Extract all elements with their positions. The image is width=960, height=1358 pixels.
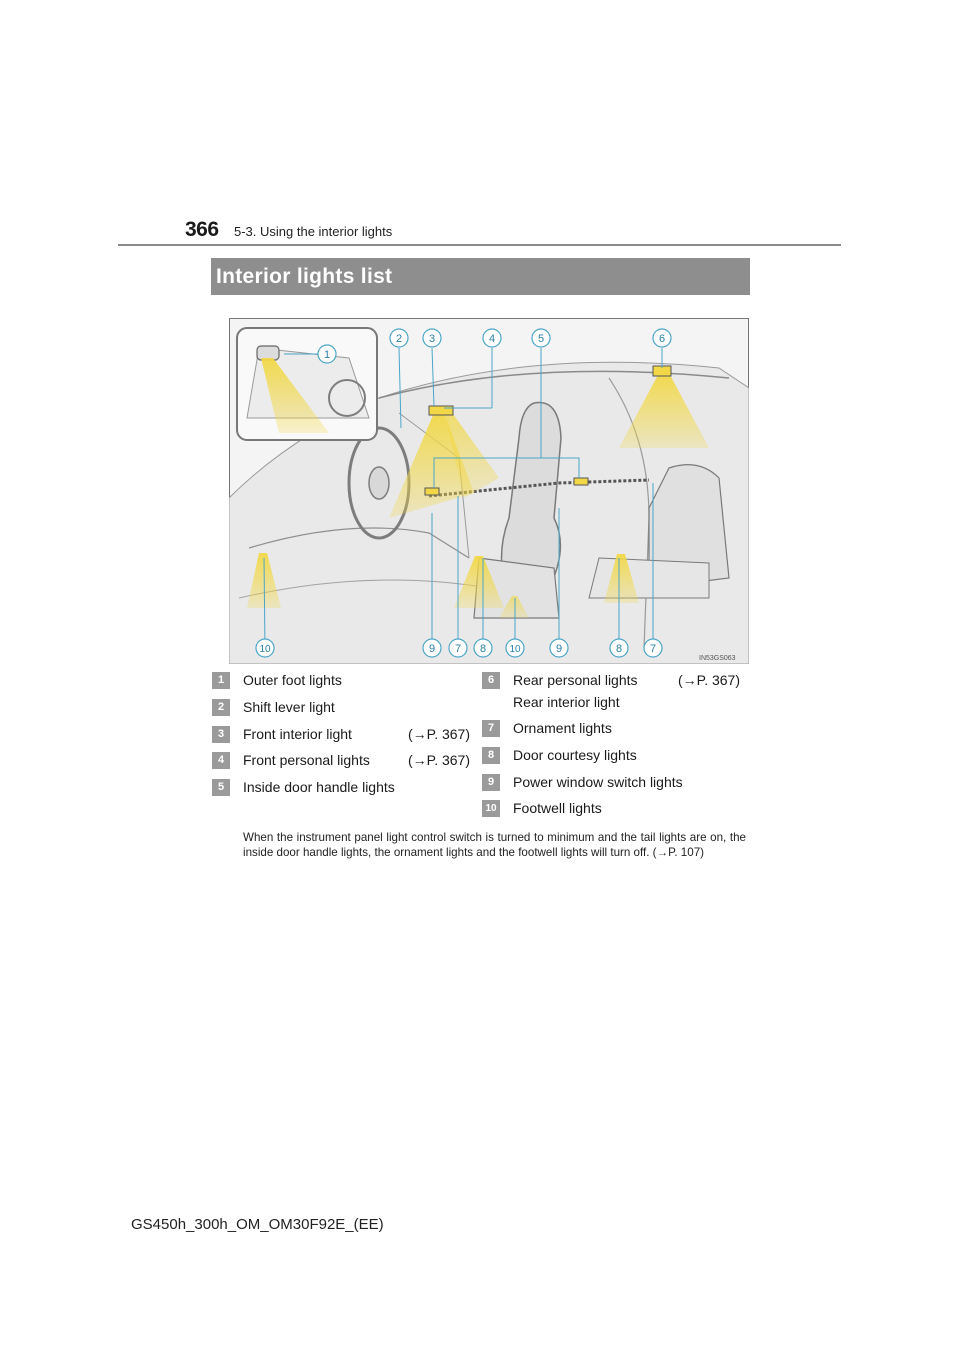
callout-bottom-10a: 10: [259, 644, 271, 655]
interior-lights-figure: [229, 318, 749, 664]
running-head: 5-3. Using the interior lights: [234, 224, 393, 239]
legend-item: [212, 670, 482, 697]
legend-number: 1: [212, 672, 230, 689]
legend-item: [482, 745, 752, 772]
callout-bottom-9a: 9: [428, 643, 436, 655]
callout-1: 1: [323, 349, 331, 361]
legend-label: Power window switch lights: [513, 773, 683, 790]
callout-top-6: 6: [658, 333, 666, 345]
callout-bottom-8a: 8: [479, 643, 487, 655]
legend-item: [212, 724, 482, 751]
note-paragraph: When the instrument panel light control switch is turned to minimum and the tail lights are on, the inside door handle lights, the ornament lights and the footwell lights will turn off. (→P. 107): [243, 831, 746, 859]
interior-illustration: [229, 318, 749, 664]
legend-page-ref[interactable]: (→P. 367): [678, 672, 740, 688]
callout-bottom-9b: 9: [555, 643, 563, 655]
legend-number: 10: [482, 800, 500, 817]
legend-page-ref[interactable]: (→P. 367): [408, 725, 470, 742]
legend-label: Door courtesy lights: [513, 746, 637, 763]
legend-number: 7: [482, 720, 500, 737]
section-title: Interior lights list: [216, 264, 393, 288]
callout-bottom-7b: 7: [649, 643, 657, 655]
legend-sublabel: Rear interior light: [513, 694, 620, 710]
legend-number: 8: [482, 747, 500, 764]
page-number: 366: [185, 218, 219, 241]
legend-label: Front personal lights: [243, 752, 370, 769]
legend-label: Rear personal lights: [513, 672, 638, 688]
callout-top-3: 3: [428, 333, 436, 345]
legend-number: 2: [212, 699, 230, 716]
callout-top-2: 2: [395, 333, 403, 345]
legend-number: 9: [482, 774, 500, 791]
legend-label: Outer foot lights: [243, 672, 342, 688]
callout-top-4: 4: [488, 333, 496, 345]
header-rule: [118, 244, 841, 246]
legend-item: [212, 777, 482, 804]
legend-number: 3: [212, 726, 230, 743]
legend-page-ref[interactable]: (→P. 367): [408, 752, 470, 769]
legend-number: 4: [212, 752, 230, 769]
legend-item: [482, 718, 752, 745]
legend-item: [482, 670, 752, 718]
legend-item: [482, 772, 752, 799]
legend-column-right: [482, 670, 752, 825]
callout-bottom-8b: 8: [615, 643, 623, 655]
legend-item: [482, 798, 752, 825]
section-bar: [211, 258, 750, 295]
callout-bottom-10b: 10: [509, 644, 521, 655]
legend-number: 5: [212, 779, 230, 796]
figure-code: IN53GS063: [699, 655, 736, 662]
legend-label: Footwell lights: [513, 800, 602, 817]
legend-label: Front interior light: [243, 725, 352, 742]
callout-top-5: 5: [537, 333, 545, 345]
legend-column-left: [212, 670, 482, 804]
callout-bottom-7a: 7: [454, 643, 462, 655]
legend-label: Inside door handle lights: [243, 779, 395, 796]
legend-label: Shift lever light: [243, 698, 335, 715]
legend-item: [212, 697, 482, 724]
page-footer: GS450h_300h_OM_OM30F92E_(EE): [131, 1216, 384, 1233]
legend-number: 6: [482, 672, 500, 689]
legend-label: Ornament lights: [513, 720, 612, 736]
legend-item: [212, 750, 482, 777]
